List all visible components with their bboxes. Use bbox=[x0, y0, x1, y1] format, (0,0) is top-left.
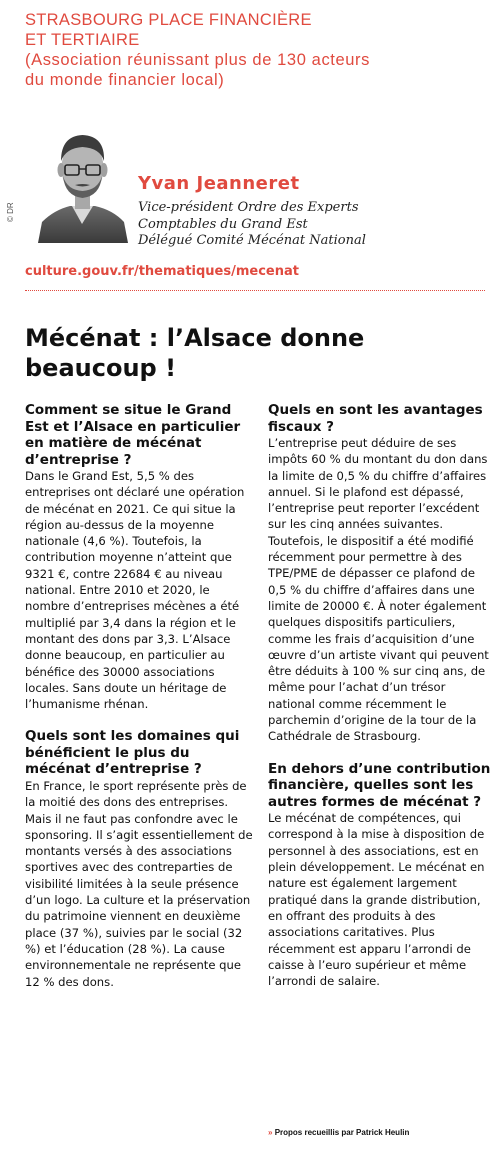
qa-block bbox=[268, 402, 494, 745]
organization-name-line-1: STRASBOURG PLACE FINANCIÈRE bbox=[25, 11, 312, 29]
organization-description-line-1: (Association réunissant plus de 130 acteurs bbox=[25, 51, 370, 69]
organization-description-line-2: du monde financier local) bbox=[25, 71, 225, 89]
answer: L’entreprise peut déduire de ses impôts 60 % du montant du don dans la limite de 0,5 % du chiffre d’affaires annuel. Si le plafond est dépassé, l’entreprise peut reporter l’excédent sur les cinq années suivantes. Toutefois, le dispositif a été modifié récemment pour permettre à des TPE/PME de dépasser ce plafond de 0,5 % du chiffre d’affaires dans une limite de 20000 €. À noter également quelques dispositifs particuliers, comme les frais d’acquisition d’une œuvre d’un artiste vivant qui peuvent être déduits à 100 % sur cinq ans, de même pour l’achat d’un trésor national comme récemment le parchemin d’origine de la tour de la Cathédrale de Strasbourg. bbox=[268, 436, 489, 744]
question: Comment se situe le Grand Est et l’Alsace en particulier en matière de mécénat d’entreprise ? bbox=[25, 402, 241, 468]
right-column bbox=[268, 402, 494, 1005]
answer: Dans le Grand Est, 5,5 % des entreprises ont déclaré une opération de mécénat en 2021. Ce qui situe la région au-dessus de la moyenne nationale (4,6 %). Toutefois, la contribution moyenne n’atteint que 9321 €, contre 22684 € au niveau national. Entre 2010 et 2020, le nombre d’entreprises mécènes a été multiplié par 3,4 dans la région et le montant des dons par 3,3. L’Alsace donne beaucoup, en particulier au bénéfice des 30000 associations locales. Sans doute un héritage de l’humanisme rhénan. bbox=[25, 469, 245, 712]
credit-arrow: » bbox=[268, 1128, 273, 1137]
qa-block bbox=[268, 761, 494, 990]
answer: En France, le sport représente près de la moitié des dons des entreprises. Mais il ne faut pas confondre avec le sponsoring. Il s’agit essentiellement de montants versés à des associations sportives avec des contreparties de visibilité limitées à la seule présence d’un logo. La culture et la préservation du patrimoine viennent en deuxième place (37 %), suivies par le social (32 %) et l’éducation (28 %). La cause environnementale ne représente que 12 % des dons. bbox=[25, 778, 253, 989]
photo-credit: © DR bbox=[6, 202, 15, 222]
left-column bbox=[25, 402, 255, 1006]
person-role-line-1: Vice-président Ordre des Experts bbox=[138, 200, 359, 215]
portrait-image bbox=[36, 114, 129, 243]
interview-credit bbox=[268, 1128, 409, 1137]
question: En dehors d’une contribution financière, quelles sont les autres formes de mécénat ? bbox=[268, 760, 491, 810]
person-role-line-2: Comptables du Grand Est bbox=[138, 216, 308, 232]
person-role-line-3: Délégué Comité Mécénat National bbox=[138, 233, 366, 248]
credit-text: Propos recueillis par Patrick Heulin bbox=[274, 1128, 410, 1137]
portrait-photo bbox=[36, 114, 129, 243]
qa-block bbox=[25, 402, 255, 712]
question: Quels sont les domaines qui bénéficient le plus du mécénat d’entreprise ? bbox=[25, 728, 240, 778]
person-role bbox=[138, 200, 468, 250]
article-title-line-1: Mécénat : l’Alsace donne bbox=[25, 324, 365, 352]
article-title-line-2: beaucoup ! bbox=[25, 354, 177, 382]
answer: Le mécénat de compétences, qui correspond à la mise à disposition de personnel à des associations, est en plein développement. Le mécénat en nature est également largement pratiqué dans la grande distribution, en offrant des produits à des associations caritatives. Plus récemment est apparu l’arrondi de caisse à l’euro supérieur et même l’arrondi de salaire. bbox=[268, 811, 485, 989]
person-name: Yvan Jeanneret bbox=[138, 173, 300, 194]
question: Quels en sont les avantages fiscaux ? bbox=[268, 402, 483, 435]
organization-header bbox=[25, 10, 485, 90]
qa-block bbox=[25, 728, 255, 989]
mecenat-link[interactable]: culture.gouv.fr/thematiques/mecenat bbox=[25, 264, 299, 279]
dotted-divider bbox=[25, 290, 485, 291]
article-title bbox=[25, 323, 485, 383]
organization-name-line-2: ET TERTIAIRE bbox=[25, 31, 140, 49]
